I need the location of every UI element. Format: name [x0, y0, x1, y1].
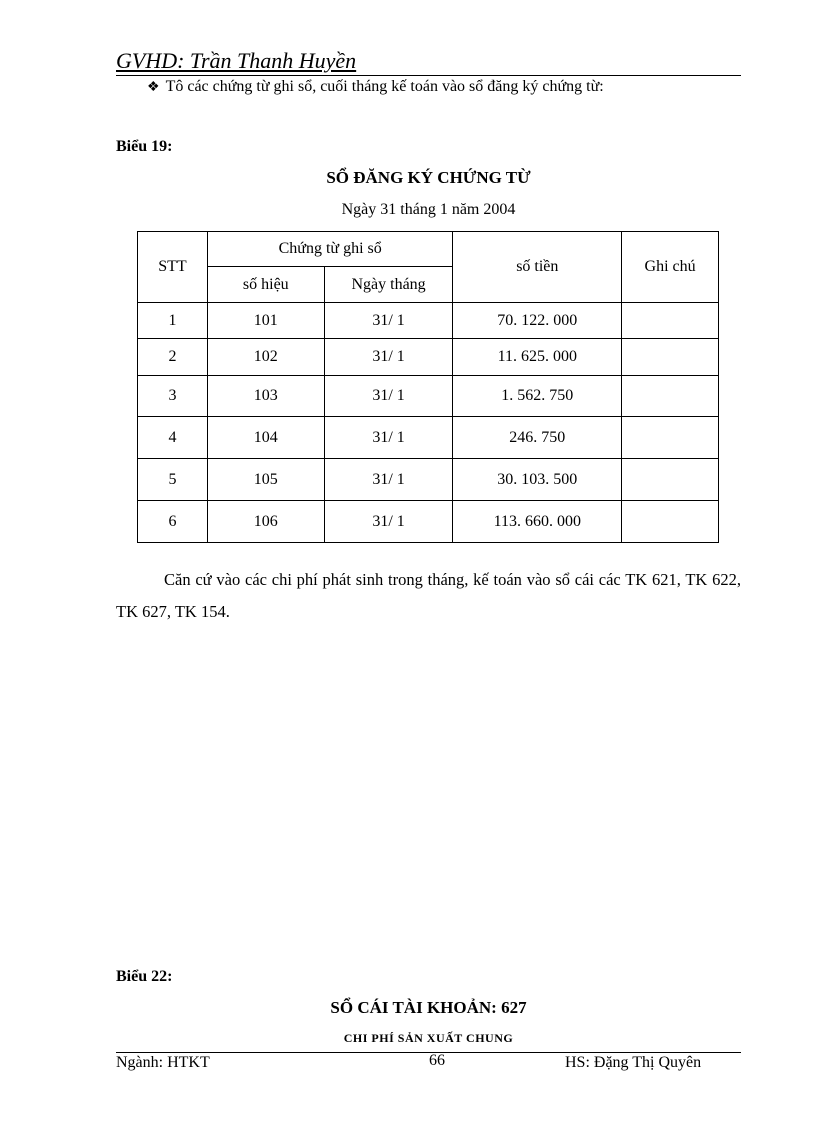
cell-so-tien: 30. 103. 500	[453, 459, 622, 501]
cell-ngay-thang: 31/ 1	[324, 501, 453, 543]
cell-so-tien: 113. 660. 000	[453, 501, 622, 543]
cell-so-hieu: 104	[207, 417, 324, 459]
form22-label: Biểu 22:	[116, 968, 173, 985]
table-header-row	[138, 232, 719, 267]
footer-department: Ngành: HTKT	[116, 1054, 210, 1071]
cell-stt: 6	[138, 501, 208, 543]
cell-ghi-chu	[622, 501, 719, 543]
cell-so-hieu: 102	[207, 339, 324, 376]
cell-ngay-thang: 31/ 1	[324, 303, 453, 339]
table-row	[138, 417, 719, 459]
cell-stt: 3	[138, 376, 208, 417]
cell-stt: 5	[138, 459, 208, 501]
header-chung-tu-ghi-so: Chứng từ ghi sổ	[207, 232, 453, 267]
table-row	[138, 339, 719, 376]
cell-stt: 4	[138, 417, 208, 459]
form19-label: Biểu 19:	[116, 138, 173, 155]
table-row	[138, 501, 719, 543]
cell-so-tien: 11. 625. 000	[453, 339, 622, 376]
cell-so-tien: 70. 122. 000	[453, 303, 622, 339]
page-number: 66	[429, 1052, 445, 1069]
cell-ghi-chu	[622, 339, 719, 376]
cell-so-hieu: 105	[207, 459, 324, 501]
form19-date: Ngày 31 tháng 1 năm 2004	[341, 201, 516, 218]
cell-ghi-chu	[622, 376, 719, 417]
register-table	[137, 231, 719, 543]
header-so-tien: số tiền	[453, 232, 622, 303]
header-ghi-chu: Ghi chú	[622, 232, 719, 303]
cell-so-hieu: 106	[207, 501, 324, 543]
cell-ghi-chu	[622, 459, 719, 501]
cell-ngay-thang: 31/ 1	[324, 459, 453, 501]
header-so-hieu: số hiệu	[207, 267, 324, 303]
header-supervisor: GVHD: Trần Thanh Huyền	[116, 48, 357, 73]
cell-stt: 1	[138, 303, 208, 339]
table-row	[138, 376, 719, 417]
header-rule	[116, 75, 741, 76]
cell-ngay-thang: 31/ 1	[324, 376, 453, 417]
intro-line	[147, 78, 604, 96]
intro-text: Tô các chứng từ ghi sổ, cuối tháng kế toán vào sổ đăng ký chứng từ:	[165, 78, 604, 95]
cell-ghi-chu	[622, 417, 719, 459]
cell-ghi-chu	[622, 303, 719, 339]
cell-so-hieu: 103	[207, 376, 324, 417]
cell-ngay-thang: 31/ 1	[324, 339, 453, 376]
cell-so-hieu: 101	[207, 303, 324, 339]
body-paragraph: Căn cứ vào các chi phí phát sinh trong tháng, kế toán vào sổ cái các TK 621, TK 622, TK 627, TK 154.	[116, 570, 741, 621]
cell-so-tien: 246. 750	[453, 417, 622, 459]
table-row	[138, 459, 719, 501]
cell-ngay-thang: 31/ 1	[324, 417, 453, 459]
form19-title: SỔ ĐĂNG KÝ CHỨNG TỪ	[326, 168, 531, 187]
form22-title: SỔ CÁI TÀI KHOẢN: 627	[330, 998, 527, 1017]
cell-stt: 2	[138, 339, 208, 376]
header-ngay-thang: Ngày tháng	[324, 267, 453, 303]
diamond-bullet-icon: ❖	[147, 80, 160, 95]
form22-subtitle: CHI PHÍ SẢN XUẤT CHUNG	[343, 1031, 514, 1045]
header-stt: STT	[138, 232, 208, 303]
table-row	[138, 303, 719, 339]
footer-student: HS: Đặng Thị Quyên	[565, 1054, 702, 1071]
cell-so-tien: 1. 562. 750	[453, 376, 622, 417]
